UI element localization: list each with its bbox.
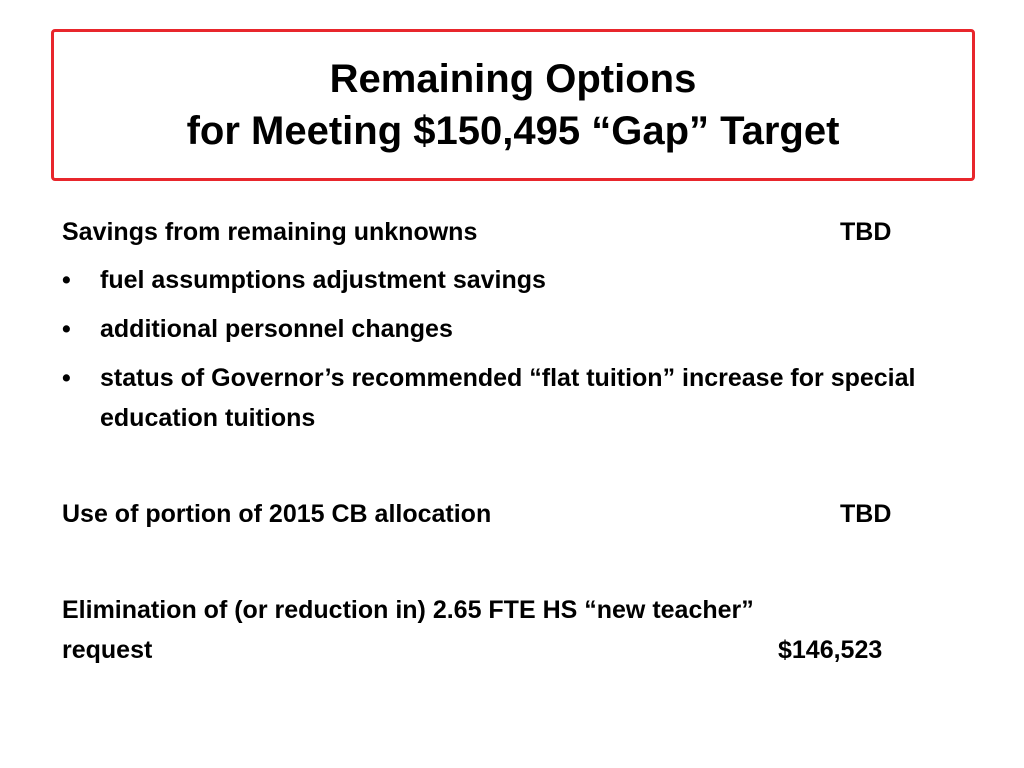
unknowns-bullet-list xyxy=(62,260,972,438)
elimination-label-line-1: Elimination of (or reduction in) 2.65 FTE HS “new teacher” xyxy=(62,596,754,624)
bullet-text: status of Governor’s recommended “flat tuition” increase for special education tuitions xyxy=(100,364,916,432)
bullet-text: additional personnel changes xyxy=(100,315,453,343)
bullet-icon: • xyxy=(62,364,71,392)
title-box xyxy=(51,29,975,181)
elimination-row xyxy=(62,590,972,670)
slide-title-line-1: Remaining Options xyxy=(329,57,697,101)
cb-allocation-value: TBD xyxy=(840,500,892,528)
unknowns-value: TBD xyxy=(840,218,892,246)
cb-allocation-row xyxy=(62,494,972,534)
elimination-label-line-2: request xyxy=(62,636,153,664)
slide-title-line-2: for Meeting $150,495 “Gap” Target xyxy=(186,109,840,153)
cb-allocation-label: Use of portion of 2015 CB allocation xyxy=(62,500,492,528)
elimination-value: $146,523 xyxy=(778,636,883,664)
elimination-label-line-2-container xyxy=(62,630,972,670)
list-item xyxy=(62,358,972,438)
list-item xyxy=(62,260,972,300)
unknowns-label: Savings from remaining unknowns xyxy=(62,218,478,246)
slide-body xyxy=(62,212,972,670)
list-item xyxy=(62,309,972,349)
unknowns-row xyxy=(62,212,972,252)
bullet-icon: • xyxy=(62,266,71,294)
bullet-icon: • xyxy=(62,315,71,343)
bullet-text: fuel assumptions adjustment savings xyxy=(100,266,546,294)
